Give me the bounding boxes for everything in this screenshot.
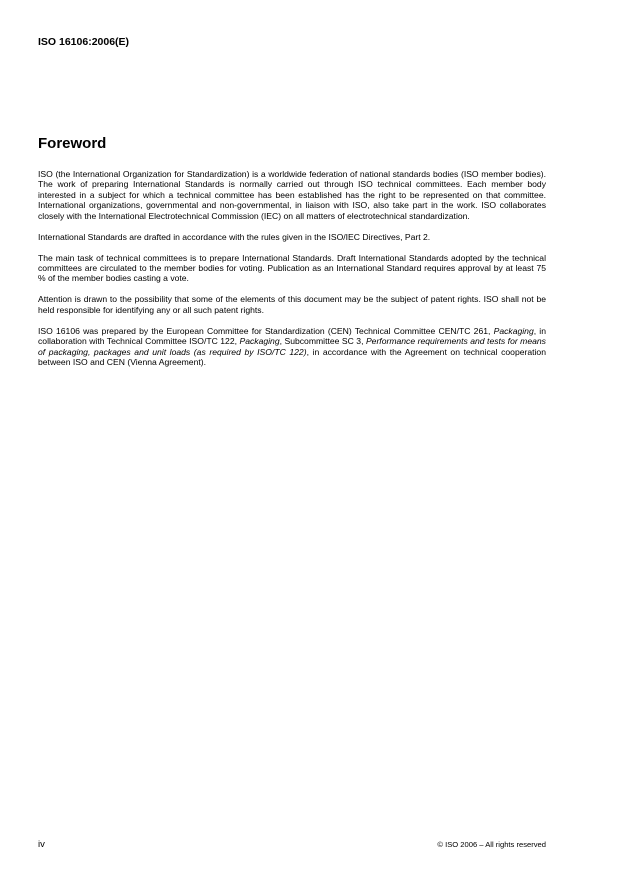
paragraph-5-text-1: ISO 16106 was prepared by the European Committee for Standardization (CEN) Technical Committee CEN/TC 261, (38, 325, 494, 336)
page-number: iv (38, 839, 45, 850)
paragraph-5-text-3: , Subcommittee SC 3, (279, 336, 366, 347)
committee-name-packaging: Packaging (493, 325, 534, 336)
paragraph-5-text-4: , in accordance with the Agreement on technical cooperation between ISO and CEN (Vienna Agreement). (38, 346, 546, 368)
subcommittee-name: Performance requirements and tests for means of packaging, packages and unit loads (as required by ISO/TC 122) (38, 336, 546, 357)
paragraph-5-text-2: , in collaboration with Technical Committee ISO/TC 122, (38, 325, 546, 347)
iso-committee-name-packaging: Packaging (239, 336, 280, 347)
foreword-paragraph-5 (38, 326, 546, 368)
foreword-title: Foreword (38, 135, 107, 152)
foreword-paragraph-3: The main task of technical committees is to prepare International Standards. Draft International Standards adopted by the technical committees are circulated to the member bodies for voting. Publication as an International Standard requires approval by at least 75 % of the member bodies casting a vote. (38, 252, 546, 284)
foreword-paragraph-4: Attention is drawn to the possibility that some of the elements of this document may be the subject of patent rights. ISO shall not be held responsible for identifying any or all such patent rights. (38, 294, 546, 315)
copyright-notice: © ISO 2006 – All rights reserved (437, 840, 546, 849)
foreword-paragraph-1: ISO (the International Organization for Standardization) is a worldwide federation of national standards bodies (ISO member bodies). The work of preparing International Standards is normally carried out through ISO technical committees. Each member body interested in a subject for which a technical committee has been established has the right to be represented on that committee. International organizations, governmental and non-governmental, in liaison with ISO, also take part in the work. ISO collaborates closely with the International Electrotechnical Commission (IEC) on all matters of electrotechnical standardization. (38, 169, 546, 221)
foreword-body (38, 169, 546, 378)
foreword-paragraph-2: International Standards are drafted in accordance with the rules given in the ISO/IEC Directives, Part 2. (38, 231, 431, 242)
document-id-header: ISO 16106:2006(E) (38, 36, 130, 48)
